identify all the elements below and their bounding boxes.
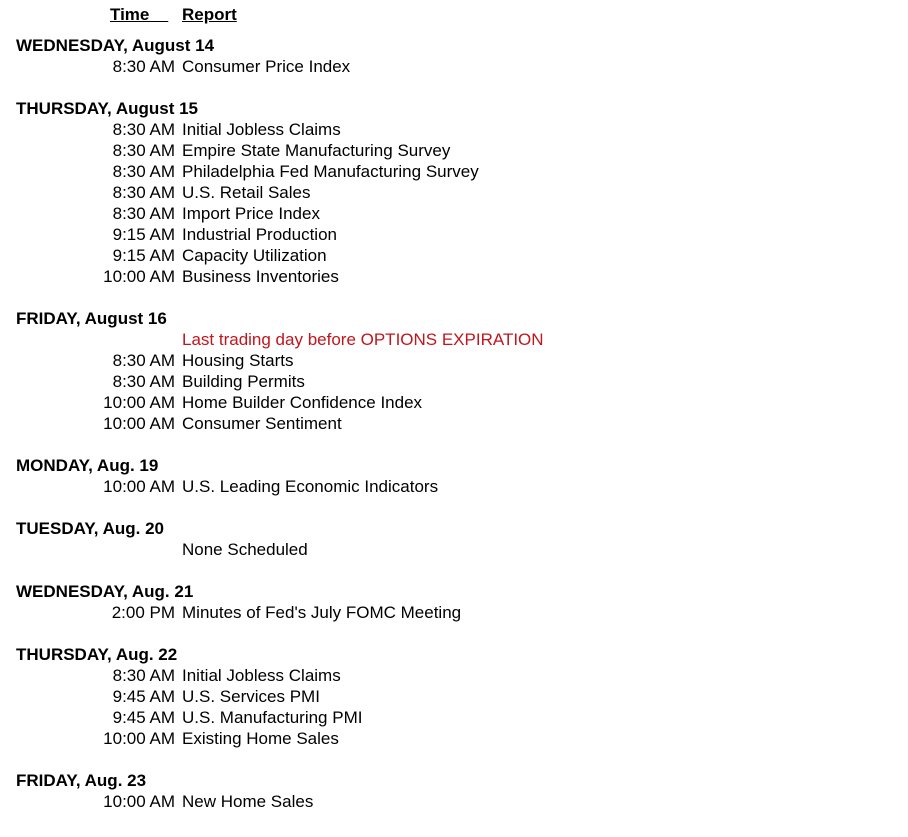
- report-name: U.S. Leading Economic Indicators: [182, 477, 439, 496]
- time-cell: 8:30 AM: [112, 183, 175, 202]
- day-heading: THURSDAY, August 15: [16, 99, 198, 118]
- time-cell: 8:30 AM: [112, 204, 175, 223]
- report-name: Import Price Index: [182, 204, 320, 223]
- time-cell: [0, 329, 175, 350]
- time-cell: 10:00 AM: [103, 729, 175, 748]
- report-name: None Scheduled: [182, 540, 308, 559]
- report-row: [0, 791, 908, 812]
- day-heading: WEDNESDAY, Aug. 21: [16, 582, 194, 601]
- day-heading: FRIDAY, Aug. 23: [16, 771, 147, 790]
- report-name: New Home Sales: [182, 792, 314, 811]
- report-row: [0, 728, 908, 749]
- report-row: [0, 182, 908, 203]
- day-heading: MONDAY, Aug. 19: [16, 456, 159, 475]
- report-name: Home Builder Confidence Index: [182, 393, 423, 412]
- time-cell: 10:00 AM: [103, 414, 175, 433]
- time-cell: 8:30 AM: [112, 162, 175, 181]
- time-cell: 10:00 AM: [103, 792, 175, 811]
- report-name: U.S. Services PMI: [182, 687, 320, 706]
- report-row: [0, 539, 908, 560]
- options-expiration-note: Last trading day before OPTIONS EXPIRATION: [182, 330, 544, 349]
- day-block: [0, 98, 908, 287]
- report-name: Business Inventories: [182, 267, 339, 286]
- report-name: Philadelphia Fed Manufacturing Survey: [182, 162, 479, 181]
- time-cell: 8:30 AM: [112, 120, 175, 139]
- report-row: [0, 476, 908, 497]
- report-name: Housing Starts: [182, 351, 294, 370]
- day-block: [0, 644, 908, 749]
- column-header-row: [0, 4, 908, 25]
- report-name: Consumer Sentiment: [182, 414, 342, 433]
- schedule-list: [0, 35, 908, 812]
- report-row: [0, 602, 908, 623]
- report-row: [0, 119, 908, 140]
- time-column-header: Time: [110, 5, 169, 24]
- report-name: Existing Home Sales: [182, 729, 339, 748]
- report-row: [0, 224, 908, 245]
- report-row: [0, 350, 908, 371]
- report-row: [0, 665, 908, 686]
- report-row: [0, 686, 908, 707]
- time-cell: 9:15 AM: [112, 246, 175, 265]
- report-name: Initial Jobless Claims: [182, 120, 341, 139]
- report-name: Capacity Utilization: [182, 246, 327, 265]
- report-row: [0, 371, 908, 392]
- report-name: Empire State Manufacturing Survey: [182, 141, 451, 160]
- time-cell: 2:00 PM: [111, 603, 175, 622]
- report-name: Industrial Production: [182, 225, 337, 244]
- note-row: [0, 329, 908, 350]
- day-block: [0, 518, 908, 560]
- day-block: [0, 35, 908, 77]
- time-cell: 10:00 AM: [103, 477, 175, 496]
- report-row: [0, 56, 908, 77]
- report-row: [0, 203, 908, 224]
- report-name: Building Permits: [182, 372, 305, 391]
- day-heading: THURSDAY, Aug. 22: [16, 645, 178, 664]
- time-cell: 8:30 AM: [112, 351, 175, 370]
- report-name: U.S. Manufacturing PMI: [182, 708, 363, 727]
- report-row: [0, 392, 908, 413]
- day-heading: FRIDAY, August 16: [16, 309, 167, 328]
- report-row: [0, 161, 908, 182]
- day-block: [0, 455, 908, 497]
- report-row: [0, 266, 908, 287]
- day-block: [0, 581, 908, 623]
- time-cell: 9:15 AM: [112, 225, 175, 244]
- day-heading: WEDNESDAY, August 14: [16, 36, 215, 55]
- day-block: [0, 308, 908, 434]
- time-cell: 10:00 AM: [103, 393, 175, 412]
- day-heading: TUESDAY, Aug. 20: [16, 519, 165, 538]
- report-row: [0, 140, 908, 161]
- time-cell: [0, 539, 175, 560]
- time-cell: 9:45 AM: [112, 708, 175, 727]
- time-cell: 8:30 AM: [112, 141, 175, 160]
- time-cell: 10:00 AM: [103, 267, 175, 286]
- report-name: Minutes of Fed's July FOMC Meeting: [182, 603, 462, 622]
- time-cell: 9:45 AM: [112, 687, 175, 706]
- report-row: [0, 707, 908, 728]
- day-block: [0, 770, 908, 812]
- report-row: [0, 413, 908, 434]
- report-name: Consumer Price Index: [182, 57, 351, 76]
- report-name: U.S. Retail Sales: [182, 183, 311, 202]
- time-cell: 8:30 AM: [112, 57, 175, 76]
- report-name: Initial Jobless Claims: [182, 666, 341, 685]
- time-cell: 8:30 AM: [112, 372, 175, 391]
- report-row: [0, 245, 908, 266]
- report-column-header: Report: [182, 5, 237, 24]
- time-cell: 8:30 AM: [112, 666, 175, 685]
